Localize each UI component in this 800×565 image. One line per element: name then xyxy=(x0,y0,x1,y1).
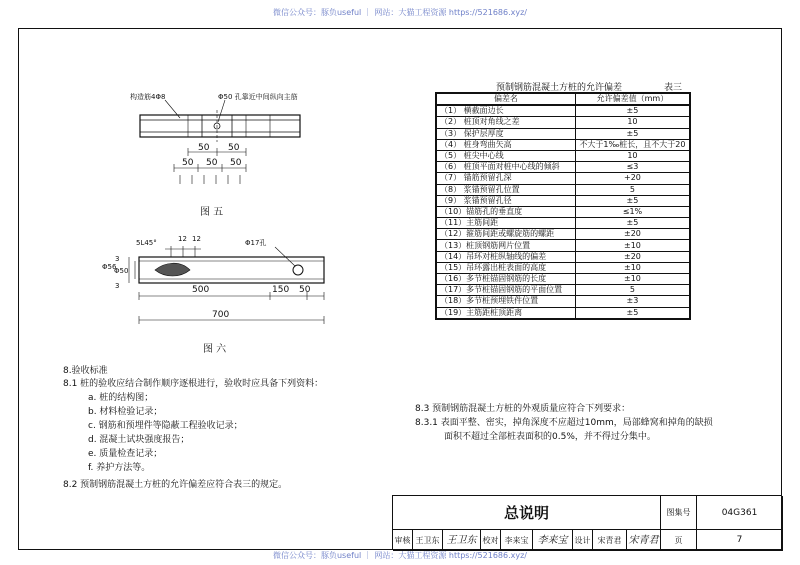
table-header-name: 偏差名 xyxy=(436,93,575,105)
fig6-top-dim-2: 12 xyxy=(192,235,201,243)
tolerance-value: 10 xyxy=(575,117,690,128)
tolerance-name: （17）多节桩锚固钢筋的平面位置 xyxy=(436,285,575,296)
check-name: 王卫东 xyxy=(413,530,443,551)
table-header-value: 允许偏差值（mm） xyxy=(575,93,690,105)
table-row xyxy=(436,285,690,296)
table-row xyxy=(436,251,690,262)
tolerance-value: ±10 xyxy=(575,274,690,285)
fig5-dim-2: 50 xyxy=(228,143,240,153)
tolerance-value: ±10 xyxy=(575,240,690,251)
table-row xyxy=(436,307,690,319)
tolerance-value: ±5 xyxy=(575,105,690,117)
watermark-top: 微信公众号：豚负useful ｜ 网站：大猫工程资源 https://521686.xyz/ xyxy=(272,8,528,17)
tolerance-name: （12）箍筋间距或螺旋筋的螺距 xyxy=(436,229,575,240)
tolerance-value: ±5 xyxy=(575,218,690,229)
table-row xyxy=(436,274,690,285)
section8-item-c: c. 钢筋和预埋件等隐蔽工程验收记录； xyxy=(88,421,243,431)
title-block xyxy=(392,495,782,550)
table-row xyxy=(436,150,690,161)
tolerance-value: ±5 xyxy=(575,128,690,139)
design-name: 宋青君 xyxy=(593,530,627,551)
fig6-dim-50: 50 xyxy=(299,285,311,295)
check-signature: 王卫东 xyxy=(443,530,481,551)
design-label: 设计 xyxy=(573,530,593,551)
tolerance-name: （1） 横截面边长 xyxy=(436,105,575,117)
watermark-bottom: 微信公众号：豚负useful ｜ 网站：大猫工程资源 https://521686.xyz/ xyxy=(272,551,528,560)
table-row xyxy=(436,195,690,206)
fig6-top-dim-1: 12 xyxy=(178,235,187,243)
tolerance-name: （5） 桩尖中心线 xyxy=(436,150,575,161)
tolerance-value: 不大于1‰桩长，且不大于20 xyxy=(575,139,690,150)
page-label: 页 xyxy=(661,530,697,551)
section8-p81: 8.1 桩的验收应结合制作顺序逐根进行，验收时应具备下列资料： xyxy=(63,379,324,389)
table-row xyxy=(436,240,690,251)
tolerance-name: （10）锚筋孔的垂直度 xyxy=(436,206,575,217)
section8-item-f: f. 养护方法等。 xyxy=(88,463,151,473)
tolerance-name: （6） 桩顶平面对桩中心线的倾斜 xyxy=(436,162,575,173)
section8-p831-line1: 8.3.1 表面平整、密实，掉角深度不应超过10mm，局部蜂窝和掉角的缺损 xyxy=(415,418,713,428)
table-row xyxy=(436,229,690,240)
drawing-title: 总说明 xyxy=(393,496,661,530)
tolerance-value: ±20 xyxy=(575,229,690,240)
tolerance-value: ±10 xyxy=(575,262,690,273)
tolerance-name: （18）多节桩预埋铁件位置 xyxy=(436,296,575,307)
fig5-label-gouzao: 构造筋4Φ8 xyxy=(130,93,166,101)
fig6-left-dim-3a: 3 xyxy=(115,255,120,263)
fig6-left-dim-3b: 3 xyxy=(115,282,120,290)
table-row xyxy=(436,128,690,139)
table-row xyxy=(436,206,690,217)
table-row xyxy=(436,117,690,128)
section8-item-d: d. 混凝土试块强度报告； xyxy=(88,435,190,445)
tolerance-name: （13）桩顶钢筋网片位置 xyxy=(436,240,575,251)
proof-label: 校对 xyxy=(481,530,501,551)
atlas-number: 04G361 xyxy=(697,496,783,530)
tolerance-value: ≤1% xyxy=(575,206,690,217)
tolerance-value: ±20 xyxy=(575,251,690,262)
section8-p83: 8.3 预制钢筋混凝土方桩的外观质量应符合下列要求： xyxy=(415,404,631,414)
table-row xyxy=(436,173,690,184)
tolerance-name: （7） 锚筋预留孔深 xyxy=(436,173,575,184)
atlas-label: 图集号 xyxy=(661,496,697,530)
tolerance-name: （3） 保护层厚度 xyxy=(436,128,575,139)
tolerance-name: （19）主筋距桩顶距离 xyxy=(436,307,575,319)
tolerance-value: ±5 xyxy=(575,307,690,319)
table-row xyxy=(436,105,690,117)
page-number: 7 xyxy=(697,530,783,551)
tolerance-value: ≤3 xyxy=(575,162,690,173)
tolerance-name: （11）主筋间距 xyxy=(436,218,575,229)
tolerance-name: （16）多节桩锚固钢筋的长度 xyxy=(436,274,575,285)
tolerance-name: （15）吊环露出桩表面的高度 xyxy=(436,262,575,273)
fig6-dim-150: 150 xyxy=(272,285,290,295)
fig6-dim-500: 500 xyxy=(192,285,210,295)
tolerance-value: 10 xyxy=(575,150,690,161)
table-row xyxy=(436,139,690,150)
table3-title: 预制钢筋混凝土方桩的允许偏差 xyxy=(496,83,623,93)
tolerance-value: 5 xyxy=(575,184,690,195)
tolerance-name: （14）吊环对桩纵轴线的偏差 xyxy=(436,251,575,262)
fig6-dim-700: 700 xyxy=(212,310,230,320)
tolerance-value: +20 xyxy=(575,173,690,184)
table-row xyxy=(436,296,690,307)
tolerance-name: （2） 桩顶对角线之差 xyxy=(436,117,575,128)
section8-p831-line2: 面积不超过全部桩表面积的0.5%，并不得过分集中。 xyxy=(444,432,656,442)
figure-5-caption: 图 五 xyxy=(200,207,224,218)
fig6-left-dim-phi56: Φ56 xyxy=(102,263,117,271)
fig5-dim-3: 50 xyxy=(182,158,194,168)
fig6-hole: Φ17孔 xyxy=(245,239,267,247)
fig5-dim-1: 50 xyxy=(198,143,210,153)
tolerance-table xyxy=(435,92,691,320)
table-row xyxy=(436,162,690,173)
section8-item-a: a. 桩的结构图； xyxy=(88,393,154,403)
design-signature: 宋青君 xyxy=(627,530,661,551)
tolerance-value: 5 xyxy=(575,285,690,296)
check-label: 审核 xyxy=(393,530,413,551)
proof-signature: 李来宝 xyxy=(533,530,573,551)
section8-p82: 8.2 预制钢筋混凝土方桩的允许偏差应符合表三的规定。 xyxy=(63,480,288,490)
tolerance-name: （4） 桩身弯曲矢高 xyxy=(436,139,575,150)
table-header-row xyxy=(436,93,690,105)
fig5-dim-4: 50 xyxy=(206,158,218,168)
proof-name: 李来宝 xyxy=(501,530,533,551)
table3-tag: 表三 xyxy=(664,83,683,93)
fig6-chamfer: 5L45° xyxy=(136,239,157,247)
tolerance-value: ±5 xyxy=(575,195,690,206)
fig5-dim-5: 50 xyxy=(230,158,242,168)
fig6-left-dim-phi50: Φ50 xyxy=(114,267,129,275)
table-row xyxy=(436,262,690,273)
table-row xyxy=(436,184,690,195)
fig5-label-hole: Φ50 孔靠近中间纵向主筋 xyxy=(218,93,298,101)
section8-item-e: e. 质量检查记录； xyxy=(88,449,163,459)
section8-heading: 8.验收标准 xyxy=(63,366,108,376)
tolerance-value: ±3 xyxy=(575,296,690,307)
table-row xyxy=(436,218,690,229)
tolerance-name: （8） 浆锚预留孔位置 xyxy=(436,184,575,195)
figure-6-caption: 图 六 xyxy=(203,344,227,355)
section8-item-b: b. 材料检验记录； xyxy=(88,407,163,417)
tolerance-name: （9） 浆锚预留孔径 xyxy=(436,195,575,206)
